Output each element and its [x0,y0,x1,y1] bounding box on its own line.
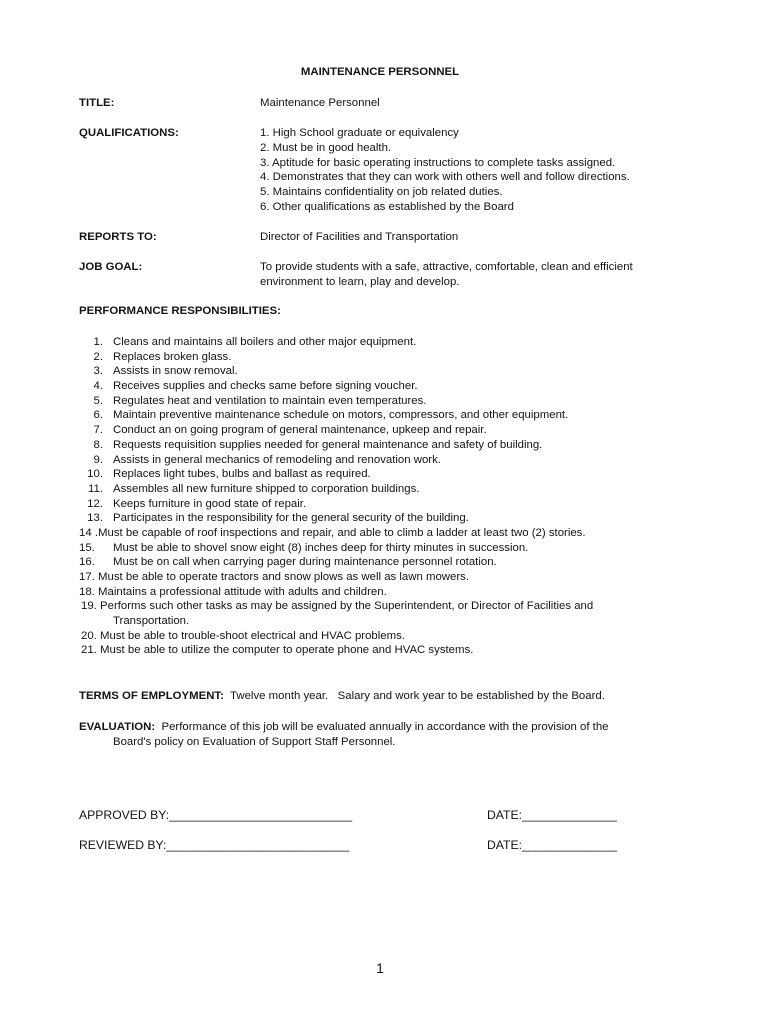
item-number: 16. [79,556,95,569]
item-text: Must be on call when carrying pager during maintenance personnel rotation. [113,556,497,569]
approved-date-line: DATE:______________ [487,808,617,822]
qualifications-list [260,126,630,215]
item-text: Conduct an on going program of general maintenance, upkeep and repair. [113,424,487,437]
responsibilities-heading: PERFORMANCE RESPONSIBILITIES: [79,305,281,317]
item-number: 17. [79,571,95,583]
list-item [79,541,593,556]
qualification-item: 4. Demonstrates that they can work with others well and follow directions. [260,171,630,184]
qualifications-label: QUALIFICATIONS: [79,127,179,139]
qualification-item: 5. Maintains confidentiality on job related duties. [260,186,503,199]
list-item [79,585,593,600]
title-label: TITLE: [79,97,115,109]
evaluation [79,720,609,750]
reports-to-label: REPORTS TO: [79,231,157,243]
item-text: Must be able to utilize the computer to operate phone and HVAC systems. [100,644,474,657]
item-number: 20. [81,629,97,642]
item-text: Receives supplies and checks same before signing voucher. [113,380,418,393]
item-number: 18. [79,585,95,598]
item-text: Regulates heat and ventilation to maintain even temperatures. [113,394,427,407]
item-number: 10. [87,468,103,481]
item-text: .Must be capable of roof inspections and repair, and able to climb a ladder at least two (2) stories. [94,526,586,539]
evaluation-text: Performance of this job will be evaluated annually in accordance with the provision of the [161,721,609,733]
item-text: Must be able to trouble-shoot electrical and HVAC problems. [100,629,405,642]
item-text: Must be able to operate tractors and snow plows as well as lawn mowers. [98,571,470,583]
list-item-continuation [79,614,593,629]
list-item [79,438,593,453]
item-text: Must be able to shovel snow eight (8) inches deep for thirty minutes in succession. [113,541,529,554]
list-item [79,379,593,394]
qualification-item: 1. High School graduate or equivalency [260,127,459,139]
item-text: Assists in general mechanics of remodeling and renovation work. [113,453,441,466]
list-item [79,482,593,497]
qualification-item: 6. Other qualifications as established by the Board [260,200,514,213]
item-number: 13. [87,512,103,525]
item-number: 11. [88,482,103,495]
list-item [79,453,593,468]
responsibilities-list [79,335,593,658]
item-text: Assembles all new furniture shipped to corporation buildings. [113,482,420,495]
item-number: 4. [93,380,103,393]
item-number: 19. [81,600,97,613]
item-number: 8. [93,438,103,451]
item-number: 14 [79,526,92,539]
list-item [79,350,593,365]
list-item [79,511,593,526]
qualification-item: 2. Must be in good health. [260,141,392,154]
item-text: Maintain preventive maintenance schedule on motors, compressors, and other equipment. [113,409,569,422]
item-number: 1. [93,336,103,348]
list-item [79,599,593,614]
list-item [79,335,593,350]
job-goal-line: To provide students with a safe, attractive, comfortable, clean and efficient [260,261,633,273]
item-text: Transportation. [113,615,190,628]
list-item [79,629,593,644]
list-item [79,555,593,570]
title-value: Maintenance Personnel [260,97,380,109]
list-item [79,394,593,409]
list-item [79,570,593,585]
item-text: Performs such other tasks as may be assigned by the Superintendent, or Director of Facilities and [100,600,594,613]
item-text: Assists in snow removal. [113,365,238,378]
terms-text: Twelve month year. Salary and work year to be established by the Board. [230,690,605,702]
item-text: Maintains a professional attitude with adults and children. [98,585,387,598]
reviewed-by-line: REVIEWED BY:___________________________ [79,838,350,852]
list-item [79,643,593,658]
job-goal-label: JOB GOAL: [79,261,143,273]
item-number: 6. [93,409,103,422]
item-number: 5. [93,394,103,407]
item-number: 12. [87,497,103,510]
item-text: Cleans and maintains all boilers and other major equipment. [113,336,417,348]
page-number: 1 [376,960,384,976]
list-item [79,497,593,512]
terms-label: TERMS OF EMPLOYMENT: [79,690,224,702]
evaluation-label: EVALUATION: [79,721,156,733]
item-number: 9. [93,453,103,466]
evaluation-text-line2: Board's policy on Evaluation of Support Staff Personnel. [113,736,396,748]
list-item [79,364,593,379]
item-number: 7. [93,424,103,437]
qualification-item: 3. Aptitude for basic operating instructions to complete tasks assigned. [260,156,616,169]
item-number: 15. [79,541,95,554]
list-item [79,423,593,438]
item-number: 21. [81,644,97,657]
list-item [79,467,593,482]
item-number: 2. [93,350,103,363]
document-title: MAINTENANCE PERSONNEL [300,66,460,78]
job-goal-line: environment to learn, play and develop. [260,275,460,288]
list-item [79,408,593,423]
item-text: Replaces broken glass. [113,350,232,363]
item-text: Keeps furniture in good state of repair. [113,497,307,510]
reviewed-date-line: DATE:______________ [487,838,617,852]
item-text: Requests requisition supplies needed for general maintenance and safety of building. [113,438,543,451]
item-text: Participates in the responsibility for the general security of the building. [113,512,469,525]
item-text: Replaces light tubes, bulbs and ballast as required. [113,468,371,481]
terms-of-employment [79,690,605,702]
reports-to-value: Director of Facilities and Transportation [260,231,459,243]
item-number: 3. [93,365,103,378]
job-goal-value [260,260,633,290]
approved-by-line: APPROVED BY:___________________________ [79,808,353,822]
list-item [79,526,593,541]
